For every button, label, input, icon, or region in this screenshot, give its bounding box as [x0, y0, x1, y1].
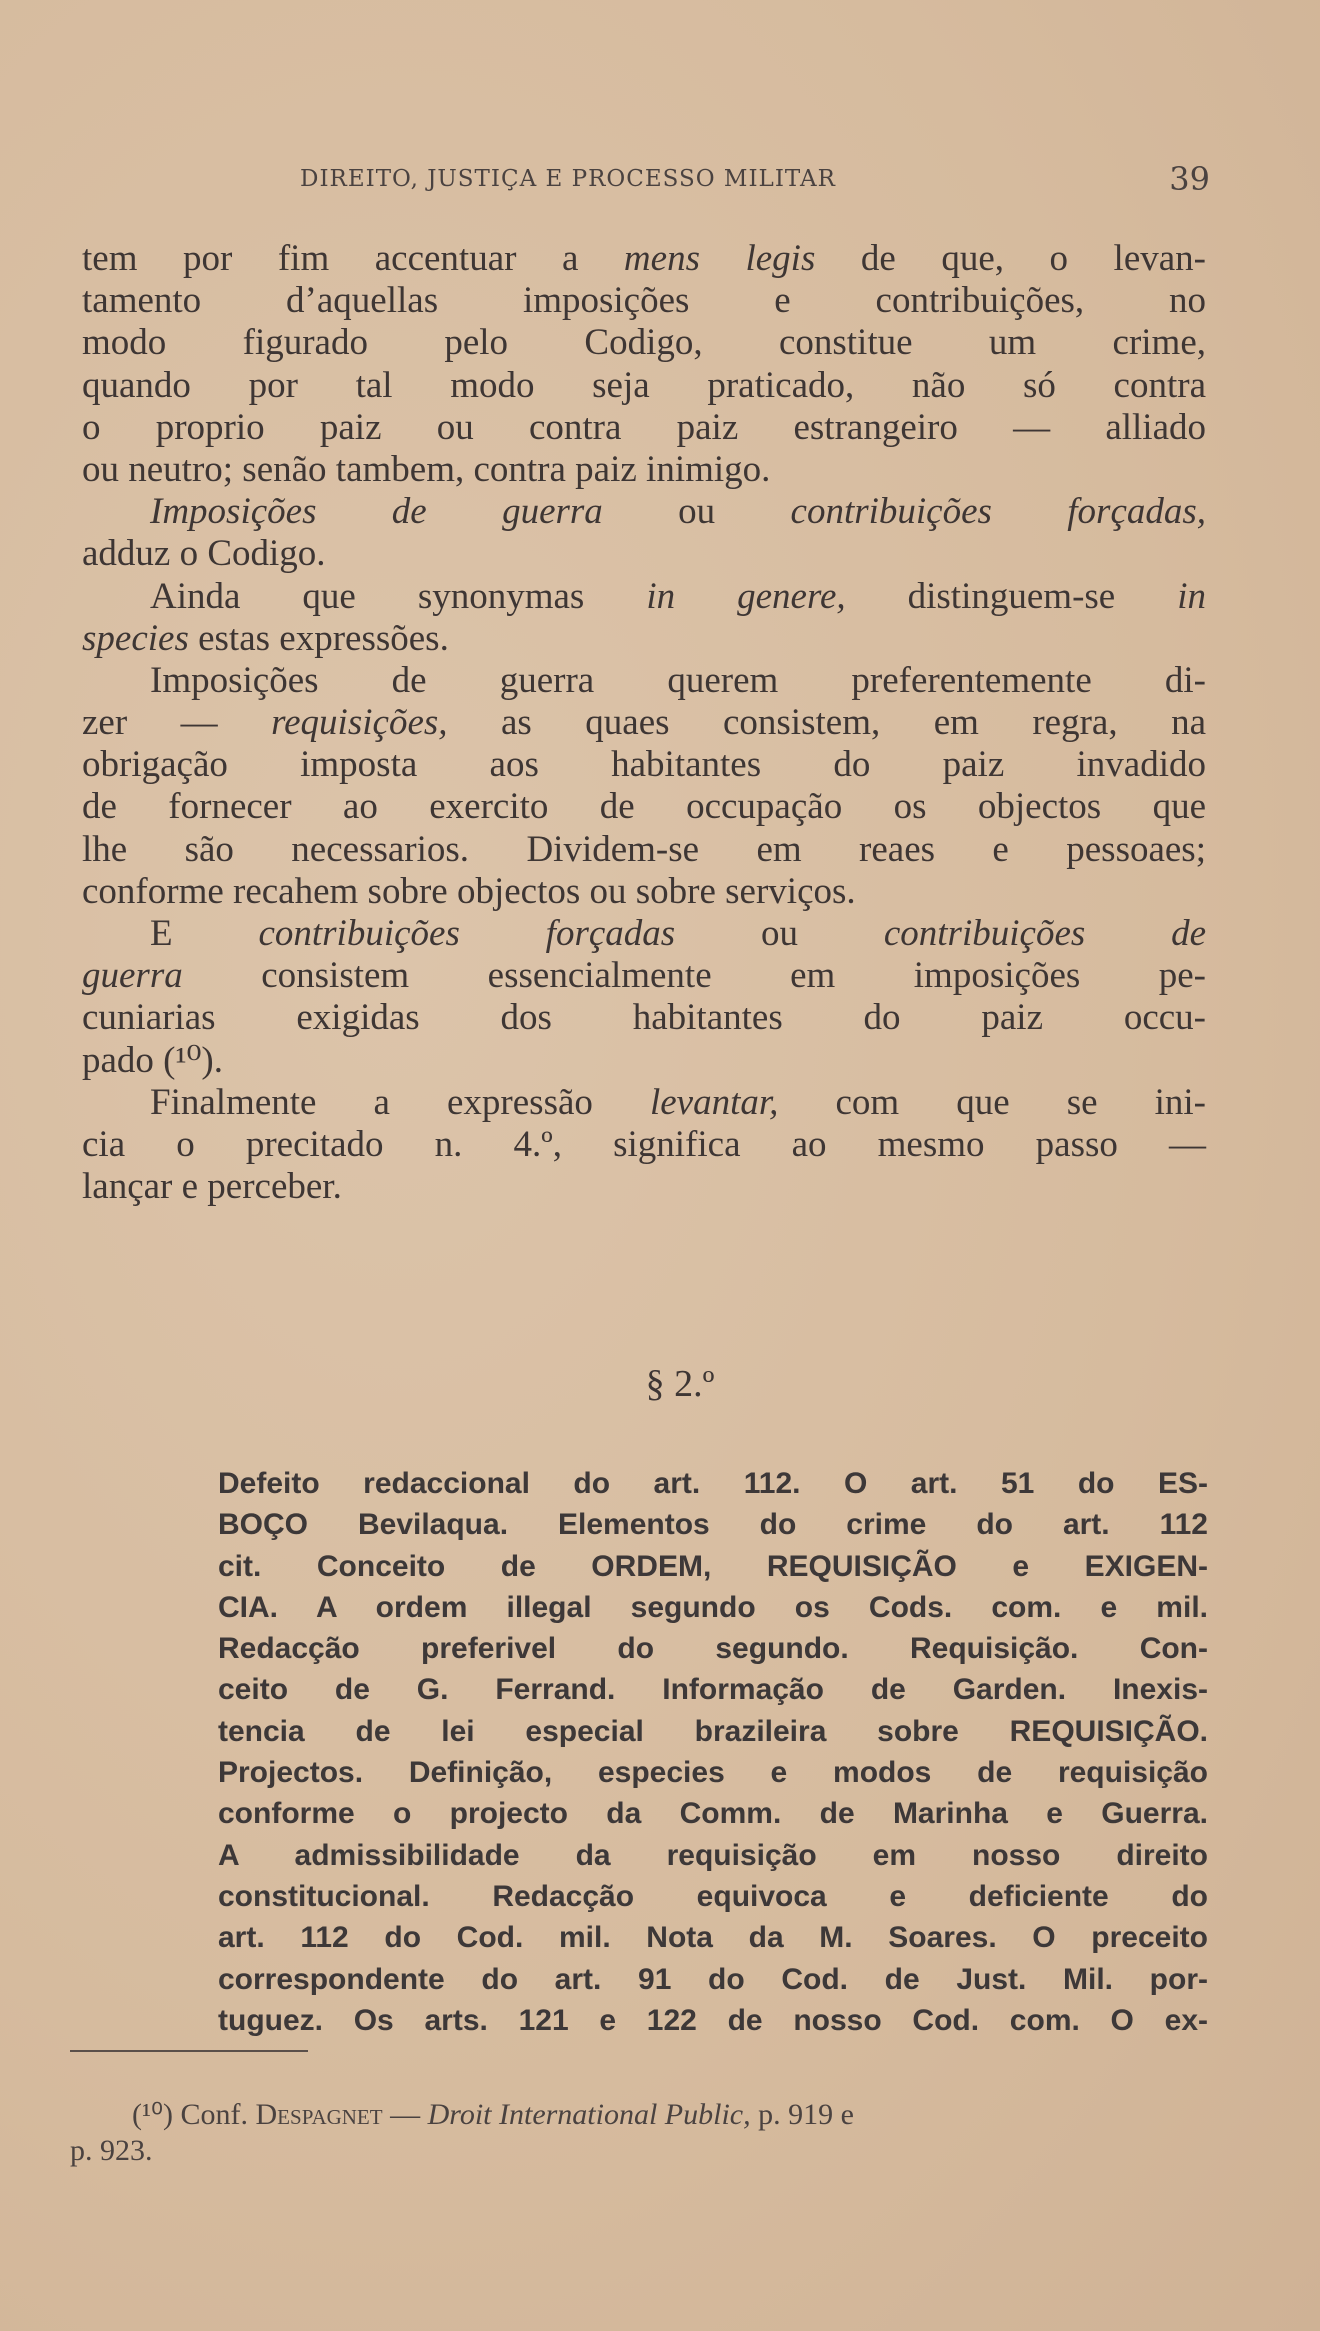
text-segment: Imposições de guerra querem preferentemente di- — [150, 659, 1206, 701]
summary-line: art. 112 do Cod. mil. Nota da M. Soares. O preceito — [218, 1921, 1208, 1955]
italic-text: contribuições forçadas, — [790, 491, 1207, 533]
footnote-rule — [70, 2050, 308, 2052]
text-segment: estas expressões. — [188, 617, 449, 659]
summary-line: Defeito redaccional do art. 112. O art. 51 do ES- — [218, 1467, 1208, 1500]
text-segment: Finalmente a expressão — [150, 1081, 650, 1123]
text-line — [82, 491, 1206, 533]
text-line — [82, 1166, 1206, 1208]
summary-line: correspondente do art. 91 do Cod. de Just. Mil. por- — [218, 1962, 1208, 1996]
italic-text: in genere, — [646, 575, 846, 617]
italic-text: in — [1177, 575, 1206, 617]
text-line — [82, 955, 1206, 997]
running-header — [300, 160, 1210, 200]
text-segment: de que, o levan- — [815, 238, 1206, 279]
text-segment: conforme recahem sobre objectos ou sobre serviços. — [82, 870, 856, 912]
text-line — [82, 322, 1206, 364]
section-summary — [218, 1463, 1208, 2041]
text-line — [82, 997, 1206, 1039]
text-line — [82, 533, 1206, 575]
summary-line: conforme o projecto da Comm. de Marinha e Guerra. — [218, 1797, 1208, 1831]
footnote-work: Droit International Public, — [427, 2098, 751, 2131]
italic-text: species — [82, 617, 189, 659]
text-line — [82, 449, 1206, 491]
footnote-dash: — — [390, 2098, 421, 2131]
text-segment: modo figurado pelo Codigo, constitue um crime, — [82, 322, 1206, 364]
text-line — [82, 871, 1206, 913]
italic-text: mens legis — [623, 238, 816, 279]
text-line — [82, 1124, 1206, 1166]
text-segment: tem por fim accentuar a — [82, 238, 624, 279]
text-segment: com que se ini- — [778, 1081, 1206, 1123]
italic-text: requisições, — [271, 702, 448, 744]
text-segment: cia o precitado n. 4.º, significa ao mesmo passo — — [82, 1123, 1206, 1165]
text-segment: E — [150, 913, 259, 954]
summary-line: tencia de lei especial brazileira sobre REQUISIÇÃO. — [218, 1714, 1208, 1748]
text-line — [82, 702, 1206, 744]
footnote-line-2: p. 923. — [70, 2134, 153, 2167]
text-segment: tamento d’aquellas imposições e contribuições, no — [82, 280, 1206, 322]
italic-text: levantar, — [649, 1081, 779, 1123]
body-text — [82, 238, 1206, 1208]
summary-line: BOÇO Bevilaqua. Elementos do crime do art. 112 — [218, 1508, 1208, 1542]
text-line — [82, 1082, 1206, 1124]
text-line — [82, 280, 1206, 322]
text-line — [82, 829, 1206, 871]
text-segment: cuniarias exigidas dos habitantes do paiz occu- — [82, 997, 1206, 1039]
summary-line: constitucional. Redacção equivoca e deficiente do — [218, 1879, 1208, 1913]
text-segment: lhe são necessarios. Dividem-se em reaes e pessoaes; — [82, 828, 1206, 870]
summary-line: Redacção preferivel do segundo. Requisição. Con- — [218, 1632, 1208, 1666]
text-segment: zer — — [82, 702, 272, 744]
italic-text: contribuições forçadas — [258, 913, 676, 954]
italic-text: guerra — [82, 955, 183, 997]
italic-text: Imposições de guerra — [150, 491, 603, 533]
section-heading: § 2.º — [645, 1363, 715, 1405]
page-number: 39 — [1169, 160, 1210, 198]
text-segment: quando por tal modo seja praticado, não só contra — [82, 364, 1206, 406]
summary-line: Projectos. Definição, especies e modos de requisição — [218, 1756, 1208, 1790]
text-segment: distinguem-se — [845, 575, 1178, 617]
text-line — [82, 407, 1206, 449]
summary-line: CIA. A ordem illegal segundo os Cods. com. e mil. — [218, 1590, 1208, 1624]
italic-text: contribuições de — [883, 913, 1207, 954]
text-segment: as quaes consistem, em regra, na — [447, 702, 1206, 744]
text-segment: ou — [675, 913, 884, 954]
footnote-author: Despagnet — [255, 2098, 383, 2131]
running-title: DIREITO, JUSTIÇA E PROCESSO MILITAR — [300, 166, 836, 192]
text-segment: adduz o Codigo. — [82, 533, 326, 575]
text-segment: ou neutro; senão tambem, contra paiz inimigo. — [82, 448, 771, 490]
text-segment: obrigação imposta aos habitantes do paiz invadido — [82, 744, 1206, 786]
text-line — [82, 365, 1206, 407]
text-line — [82, 913, 1206, 955]
text-segment: de fornecer ao exercito de occupação os objectos que — [82, 786, 1206, 828]
text-segment: consistem essencialmente em imposições pe- — [182, 955, 1206, 997]
summary-line: cit. Conceito de ORDEM, REQUISIÇÃO e EXIGEN- — [218, 1549, 1208, 1583]
text-segment: Ainda que synonymas — [150, 575, 647, 617]
text-line — [82, 660, 1206, 702]
text-line — [82, 744, 1206, 786]
summary-line: ceito de G. Ferrand. Informação de Garden. Inexis- — [218, 1673, 1208, 1707]
text-segment: lançar e perceber. — [82, 1166, 342, 1208]
text-segment: pado (¹⁰). — [82, 1039, 223, 1081]
text-line — [82, 576, 1206, 618]
footnote-marker: (¹⁰) — [132, 2098, 174, 2131]
text-line — [82, 786, 1206, 828]
summary-line: tuguez. Os arts. 121 e 122 de nosso Cod. com. O ex- — [218, 2003, 1208, 2037]
text-line — [82, 1040, 1206, 1082]
footnote — [70, 2097, 1210, 2169]
text-segment: ou — [602, 491, 791, 533]
text-line — [82, 238, 1206, 280]
text-segment: o proprio paiz ou contra paiz estrangeiro — alliado — [82, 406, 1206, 448]
text-line — [82, 618, 1206, 660]
footnote-line-1 — [70, 2097, 1210, 2133]
summary-line: A admissibilidade da requisição em nosso direito — [218, 1838, 1208, 1872]
footnote-pages: p. 919 e — [758, 2098, 854, 2131]
footnote-conf: Conf. — [180, 2098, 249, 2131]
